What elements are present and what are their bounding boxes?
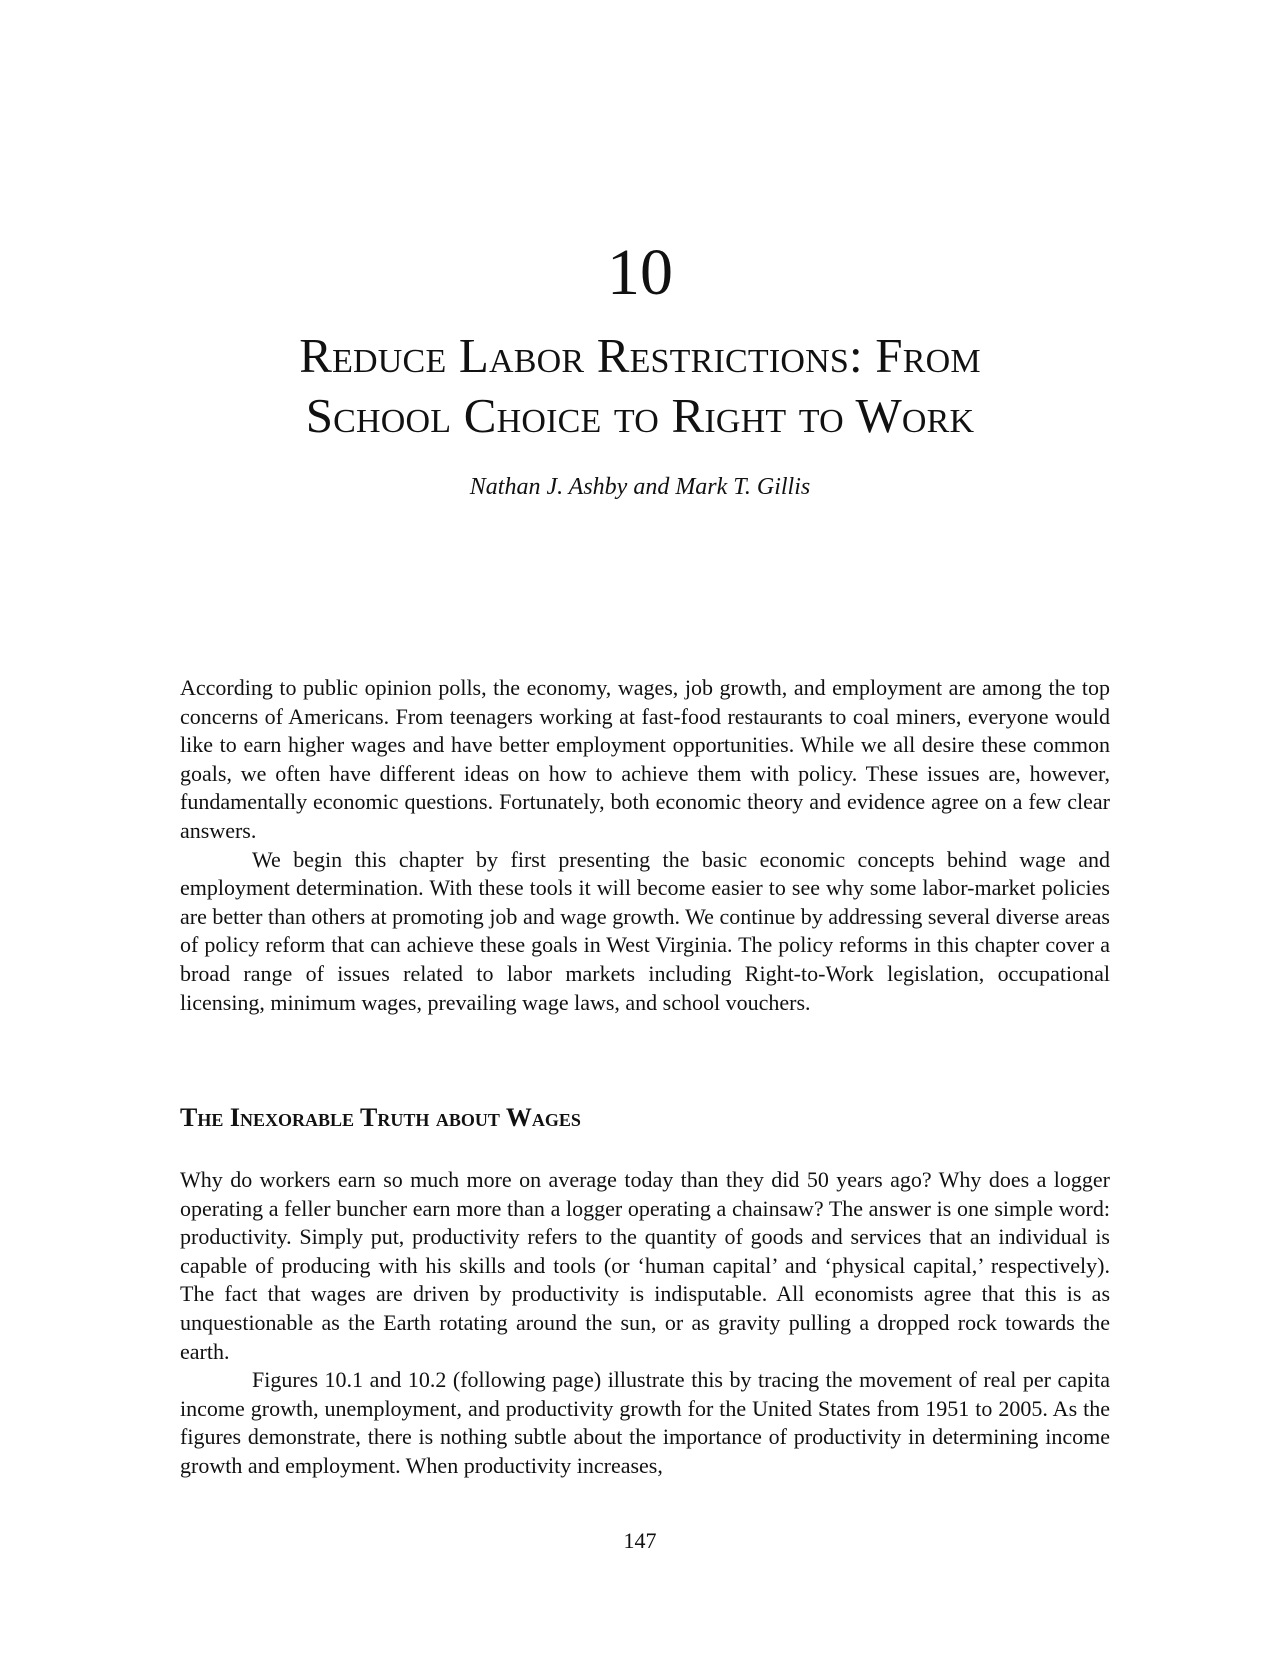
paragraph: Why do workers earn so much more on average today than they did 50 years ago? Why does a logger operating a feller buncher earn more than a logger operating a chainsaw? The answer is one simple word: productivity. Simply put, productivity refers to the quantity of goods and services that an individual is capable of producing with his skills and tools (or ‘human capital’ and ‘physical capital,’ respectively). The fact that wages are driven by productivity is indisputable. All economists agree that this is as unquestionable as the Earth rotating around the sun, or as gravity pulling a dropped rock towards the earth. — [180, 1167, 1110, 1364]
page-number: 147 — [623, 1528, 657, 1553]
paragraph: We begin this chapter by first presenting the basic economic concepts behind wage and employment determination. With these tools it will become easier to see why some labor-market policies are better than others at promoting job and wage growth. We continue by addressing several diverse areas of policy reform that can achieve these goals in West Virginia. The policy reforms in this chapter cover a broad range of issues related to labor markets including Right-to-Work legislation, occupational licensing, minimum wages, prevailing wage laws, and school vouchers. — [180, 846, 1110, 1015]
paragraph: According to public opinion polls, the economy, wages, job growth, and employment are among the top concerns of Americans. From teenagers working at fast-food restaurants to coal miners, everyone would like to earn higher wages and have better employment opportunities. While we all desire these common goals, we often have different ideas on how to achieve them with policy. These issues are, however, fundamentally economic questions. Fortunately, both economic theory and evidence agree on a few clear answers. — [180, 675, 1110, 843]
chapter-authors: Nathan J. Ashby and Mark T. Gillis — [469, 474, 811, 500]
intro-section — [180, 674, 1110, 1017]
wages-section — [180, 1166, 1110, 1481]
chapter-title-line-2: School Choice to Right to Work — [305, 388, 975, 443]
paragraph: Figures 10.1 and 10.2 (following page) illustrate this by tracing the movement of real per capita income growth, unemployment, and productivity growth for the United States from 1951 to 2005. As the figures demonstrate, there is nothing subtle about the importance of productivity in determining income growth and employment. When productivity increases, — [180, 1367, 1110, 1478]
chapter-title — [0, 326, 1280, 446]
section-heading: The Inexorable Truth about Wages — [180, 1103, 581, 1132]
chapter-number: 10 — [607, 236, 673, 309]
chapter-title-line-1: Reduce Labor Restrictions: From — [299, 328, 981, 383]
